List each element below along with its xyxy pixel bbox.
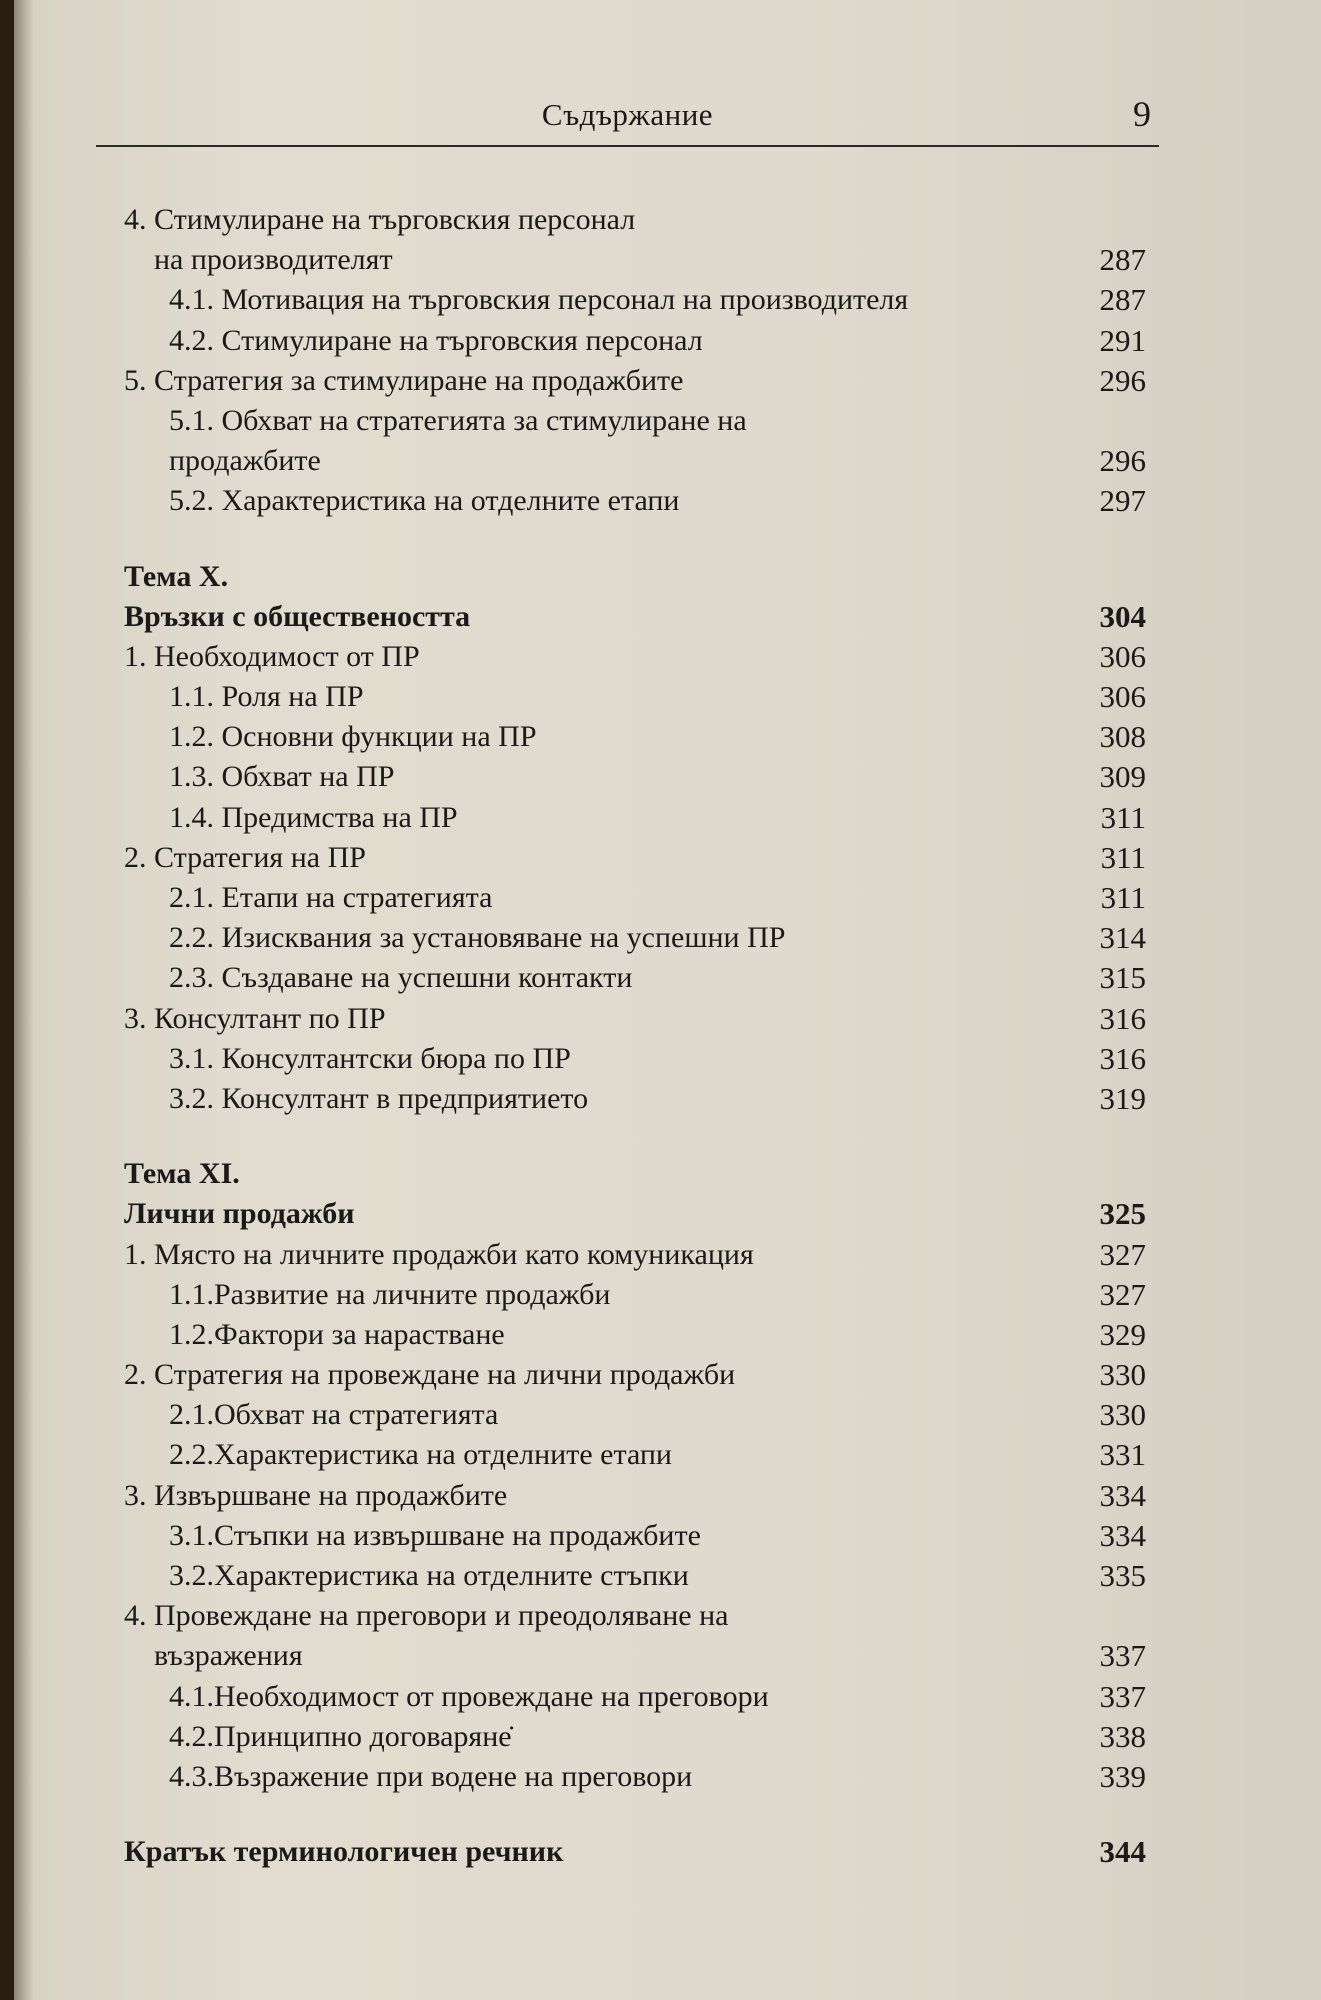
toc-entry-title: 2.2.Характеристика на отделните етапи <box>169 1438 672 1472</box>
toc-entry-title: 4.2.Принципно договаряне̇ <box>169 1719 512 1753</box>
toc-entry-title: 3.1.Стъпки на извършване на продажбите <box>169 1518 701 1552</box>
toc-entry-title: 3. Извършване на продажбите <box>124 1478 508 1512</box>
toc-entry <box>14 441 1321 481</box>
toc-entry-page: 311 <box>1100 839 1146 875</box>
toc-entry-page: 337 <box>1099 1678 1146 1714</box>
toc-entry <box>14 361 1321 401</box>
toc-entry-page: 334 <box>1099 1517 1146 1553</box>
toc-entry-title: 3.2. Консултант в предприятието <box>169 1081 589 1115</box>
toc-entry <box>14 717 1321 757</box>
toc-entry <box>14 1476 1321 1516</box>
toc-entry-page: 325 <box>1099 1196 1146 1232</box>
toc-entry-page: 306 <box>1099 638 1146 674</box>
toc-entry-page: 327 <box>1099 1276 1146 1312</box>
toc-entry-title: 2.3. Създаване на успешни контакти <box>169 961 633 995</box>
toc-entry-page: 311 <box>1100 799 1146 835</box>
toc-entry-title: 1.1. Роля на ПР <box>169 680 364 714</box>
toc-entry-title: 5.2. Характеристика на отделните етапи <box>169 484 680 518</box>
toc-entry-page: 306 <box>1099 679 1146 715</box>
header-title: Съдържание <box>541 97 714 132</box>
toc-entry-page: 338 <box>1099 1718 1146 1754</box>
toc-entry-page: 304 <box>1099 598 1146 634</box>
toc-entry-page: 311 <box>1100 880 1146 915</box>
toc-entry-title: 1. Място на личните продажби като комуникация <box>124 1237 754 1271</box>
toc-entry <box>14 1194 1321 1234</box>
toc-entry-page: 327 <box>1099 1236 1146 1272</box>
toc-entry <box>14 637 1321 677</box>
toc-entry-page: 319 <box>1099 1080 1146 1116</box>
toc-entry-page: 339 <box>1099 1758 1146 1794</box>
toc-entry <box>14 878 1321 918</box>
toc-entry <box>14 677 1321 717</box>
toc-entry-title: 2. Стратегия на ПР <box>124 840 366 874</box>
toc-entry-title: 4.1.Необходимост от провеждане на преговори <box>169 1679 769 1713</box>
toc-entry <box>14 1355 1321 1395</box>
toc-entry-page: 296 <box>1099 362 1146 398</box>
toc-entry-title: 1.3. Обхват на ПР <box>169 760 395 794</box>
toc-entry-title: 2. Стратегия на провеждане на лични продажби <box>124 1358 736 1392</box>
toc-entry-page: 335 <box>1099 1558 1146 1593</box>
toc-entry-page: 330 <box>1099 1357 1146 1393</box>
toc-entry-page: 329 <box>1099 1316 1146 1352</box>
toc-entry <box>14 1636 1321 1676</box>
toc-entry <box>14 321 1321 361</box>
toc-entry-page: 291 <box>1099 322 1146 358</box>
toc-entry <box>14 798 1321 838</box>
toc-entry-title: 2.1. Етапи на стратегията <box>169 881 493 914</box>
toc-entry-page: 287 <box>1099 242 1146 278</box>
toc-entry <box>14 557 1321 597</box>
toc-entry-title: 4.1. Мотивация на търговския персонал на производителя <box>169 283 909 317</box>
toc-entry-page: 309 <box>1099 759 1146 795</box>
toc-entry-title: 1.2. Основни функции на ПР <box>169 720 537 754</box>
toc-entry-title: Кратък терминологичен речник <box>124 1835 564 1869</box>
toc-entry <box>14 481 1321 521</box>
section-gap <box>14 1797 1321 1832</box>
toc-entry <box>14 1757 1321 1797</box>
toc-entry-title: 5. Стратегия за стимулиране на продажбите <box>124 363 684 397</box>
toc-entry-page: 316 <box>1099 1040 1146 1076</box>
toc-entry-title: 1.4. Предимства на ПР <box>169 800 458 834</box>
toc-entry-page: 314 <box>1099 920 1146 956</box>
toc-entry-page: 330 <box>1099 1397 1146 1433</box>
toc-entry-title: продажбите <box>169 444 321 478</box>
toc-entry <box>14 1435 1321 1475</box>
toc-entry <box>14 1235 1321 1275</box>
section-gap <box>14 1119 1321 1154</box>
header-page-number: 9 <box>1133 94 1151 134</box>
toc-entry <box>14 999 1321 1039</box>
toc-entry <box>14 1275 1321 1315</box>
toc-entry-page: 344 <box>1099 1834 1146 1870</box>
toc-entry <box>14 1677 1321 1717</box>
toc-entry <box>14 1596 1321 1636</box>
toc-entry <box>14 838 1321 878</box>
toc-entry-page: 287 <box>1099 282 1146 318</box>
toc-entry-title: Тема XI. <box>124 1157 240 1191</box>
toc-entry-title: 4.3.Възражение при водене на преговори <box>169 1759 693 1793</box>
toc-entry-page: 334 <box>1099 1477 1146 1513</box>
toc-entry-page: 315 <box>1099 960 1146 996</box>
toc-entry-page: 296 <box>1099 443 1146 479</box>
toc-entry <box>14 1516 1321 1556</box>
toc-entry <box>14 1079 1321 1119</box>
section-gap <box>14 522 1321 557</box>
toc-entry-page: 316 <box>1099 1000 1146 1036</box>
toc-entry <box>14 1832 1321 1872</box>
toc-entry <box>14 240 1321 280</box>
toc-entry <box>14 1717 1321 1757</box>
table-of-contents <box>14 200 1321 1872</box>
toc-entry-title: 3.1. Консултантски бюра по ПР <box>169 1041 571 1075</box>
toc-entry-title: на производителят <box>154 243 393 277</box>
toc-entry-title: Тема X. <box>124 559 229 593</box>
toc-entry-title: възражения <box>154 1639 303 1673</box>
toc-entry-title: 1.2.Фактори за нарастване <box>169 1317 505 1351</box>
toc-entry <box>14 1556 1321 1596</box>
toc-entry-title: 4. Стимулиране на търговския персонал <box>124 203 636 236</box>
toc-entry-title: 1. Необходимост от ПР <box>124 639 420 673</box>
toc-entry-title: 4.2. Стимулиране на търговския персонал <box>169 323 703 357</box>
toc-entry <box>14 958 1321 998</box>
toc-entry <box>14 280 1321 320</box>
toc-entry-title: 4. Провеждане на преговори и преодоляване на <box>124 1599 729 1633</box>
running-header <box>96 95 1159 147</box>
toc-entry <box>14 1315 1321 1355</box>
toc-entry-title: Връзки с обществеността <box>124 599 471 633</box>
toc-entry <box>14 401 1321 441</box>
toc-entry-page: 308 <box>1099 719 1146 755</box>
toc-entry-page: 297 <box>1099 483 1146 519</box>
toc-entry-title: Лични продажби <box>124 1197 355 1231</box>
toc-entry <box>14 597 1321 637</box>
toc-entry-page: 331 <box>1099 1437 1146 1473</box>
toc-entry <box>14 1395 1321 1435</box>
toc-entry-title: 3. Консултант по ПР <box>124 1001 386 1035</box>
toc-entry <box>14 1154 1321 1194</box>
toc-entry-title: 1.1.Развитие на личните продажби <box>169 1277 611 1311</box>
toc-entry <box>14 200 1321 240</box>
toc-entry <box>14 918 1321 958</box>
book-page <box>14 0 1321 2000</box>
toc-entry-title: 2.2. Изисквания за установяване на успешни ПР <box>169 921 786 955</box>
toc-entry <box>14 1039 1321 1079</box>
toc-entry-page: 337 <box>1099 1638 1146 1674</box>
toc-entry-title: 3.2.Характеристика на отделните стъпки <box>169 1559 689 1592</box>
toc-entry-title: 5.1. Обхват на стратегията за стимулиране на <box>169 403 747 437</box>
toc-entry <box>14 757 1321 797</box>
toc-entry-title: 2.1.Обхват на стратегията <box>169 1398 499 1432</box>
